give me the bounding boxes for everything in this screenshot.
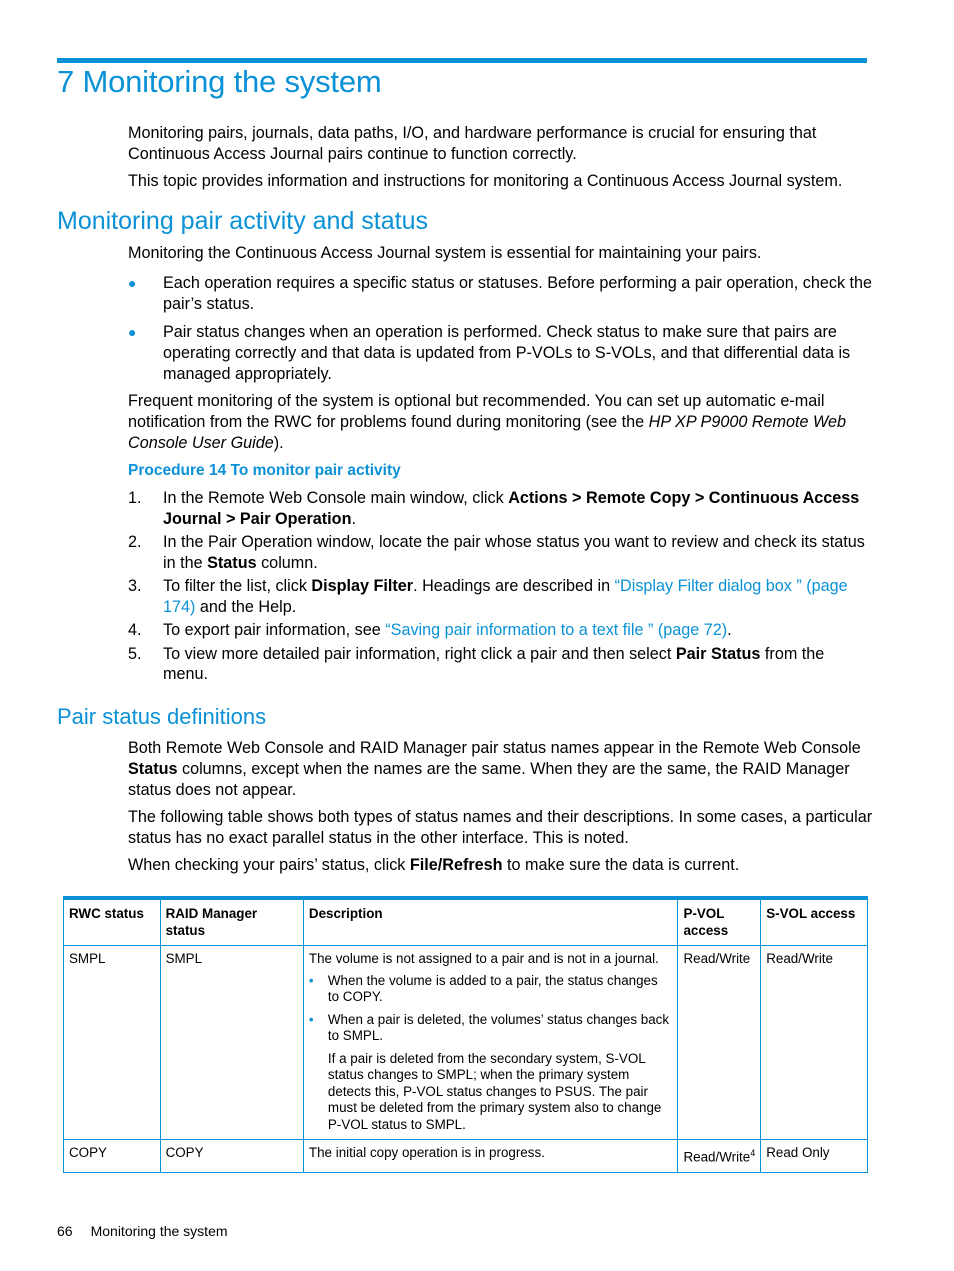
description-note: If a pair is deleted from the secondary system, S-VOL status changes to SMPL; when the primary system detects this, P-VOL status changes to PSUS. The pair must be deleted from the primary system also to change P-VOL status to SMPL. <box>327 1050 662 1132</box>
procedure-step: 4. To export pair information, see “Saving pair information to a text file ” (page 72). <box>128 621 732 639</box>
bullet-icon: • <box>308 972 314 988</box>
table-cell: Read Only <box>761 1140 868 1173</box>
table-cell: COPY <box>160 1140 303 1173</box>
table-cell: SMPL <box>160 946 303 1140</box>
chapter-top-rule <box>57 58 867 63</box>
column-header: P-VOL access <box>678 898 761 946</box>
table-cell: The volume is not assigned to a pair and is not in a journal. • When the volume is added to a pair, the status changes to COPY. • When a pair is deleted, the volumes’ status changes back to SMPL. If a pair is deleted from the secondary system, S-VOL status changes to SMPL; when the primary system detects this, P-VOL status changes to PSUS. The pair must be deleted from the primary system also to change P-VOL status to SMPL. <box>303 946 678 1140</box>
list-item: • When a pair is deleted, the volumes’ status changes back to SMPL. <box>308 1011 670 1043</box>
table-row <box>64 1140 868 1173</box>
footnote-marker: 4 <box>750 1148 756 1158</box>
section1-paragraph-1: Monitoring the Continuous Access Journal system is essential for maintaining your pairs. <box>128 244 762 262</box>
pair-status-table <box>63 896 868 1173</box>
list-item: ● Pair status changes when an operation is performed. Check status to make sure that pairs are operating correctly and that data is updated from P-VOLs to S-VOLs, and that differential data is managed appropriately. <box>128 323 851 383</box>
procedure-step: 2. In the Pair Operation window, locate the pair whose status you want to review and check its status in the Status column. <box>128 533 865 572</box>
table-cell: COPY <box>64 1140 161 1173</box>
table-cell: Read/Write$^4$ <box>678 1140 761 1173</box>
bullet-icon: • <box>308 1011 314 1027</box>
table-cell: SMPL <box>64 946 161 1140</box>
column-header: S-VOL access <box>761 898 868 946</box>
saving-pair-info-link[interactable]: “Saving pair information to a text file ” (page 72) <box>385 621 728 639</box>
table-cell: The initial copy operation is in progress. <box>303 1140 678 1173</box>
intro-paragraph-1: Monitoring pairs, journals, data paths, I/O, and hardware performance is crucial for ensuring that Continuous Access Journal pairs continue to function correctly. <box>128 124 817 163</box>
procedure-step: 5. To view more detailed pair information, right click a pair and then select Pair Status from the menu. <box>128 644 825 683</box>
procedure-steps <box>128 488 873 685</box>
column-header: Description <box>303 898 678 946</box>
procedure-step: 1. In the Remote Web Console main window, click Actions > Remote Copy > Continuous Access Journal > Pair Operation. <box>128 489 860 528</box>
section-heading-pair-status: Pair status definitions <box>57 704 267 729</box>
running-title: Monitoring the system <box>90 1223 228 1239</box>
procedure-step: 3. To filter the list, click Display Filter. Headings are described in “Display Filter dialog box ” (page 174) and the Help. <box>128 577 848 616</box>
section1-bullet-list <box>128 273 873 385</box>
table-cell: Read/Write <box>678 946 761 1140</box>
menu-path: Actions > Remote Copy > Continuous Access Journal > Pair Operation <box>163 489 860 528</box>
bullet-icon: ● <box>128 324 137 340</box>
page-number: 66 <box>57 1223 73 1239</box>
section2-paragraph-1: Both Remote Web Console and RAID Manager pair status names appear in the Remote Web Console Status columns, except when the names are the same. When they are the same, the RAID Manager status does not appear. <box>128 739 861 799</box>
table-cell: Read/Write <box>761 946 868 1140</box>
description-bullet-list <box>309 973 673 1045</box>
list-item: • When the volume is added to a pair, the status changes to COPY. <box>308 972 658 1004</box>
section1-paragraph-2: Frequent monitoring of the system is optional but recommended. You can set up automatic e-mail notification from the RWC for problems found during monitoring (see the HP XP P9000 Remote Web Console User Guide). <box>128 392 847 452</box>
section2-paragraph-2: The following table shows both types of status names and their descriptions. In some cases, a particular status has no exact parallel status in the other interface. This is noted. <box>128 808 873 847</box>
section2-paragraph-3: When checking your pairs’ status, click File/Refresh to make sure the data is current. <box>128 856 740 874</box>
list-item: ● Each operation requires a specific status or statuses. Before performing a pair operation, check the pair’s status. <box>128 274 873 313</box>
page-footer <box>57 1223 228 1239</box>
table-row <box>64 946 868 1140</box>
display-filter-link[interactable]: “Display Filter dialog box ” (page 174) <box>163 577 848 616</box>
intro-paragraph-2: This topic provides information and instructions for monitoring a Continuous Access Journal system. <box>128 172 843 190</box>
table-header-row <box>64 898 868 946</box>
procedure-title: Procedure 14 To monitor pair activity <box>128 462 401 479</box>
guide-title: HP XP P9000 Remote Web Console User Guide <box>128 413 847 452</box>
bullet-icon: ● <box>128 275 137 291</box>
chapter-title: 7 Monitoring the system <box>57 64 382 99</box>
section-heading-pair-activity: Monitoring pair activity and status <box>57 207 429 235</box>
column-header: RWC status <box>64 898 161 946</box>
column-header: RAID Manager status <box>160 898 303 946</box>
